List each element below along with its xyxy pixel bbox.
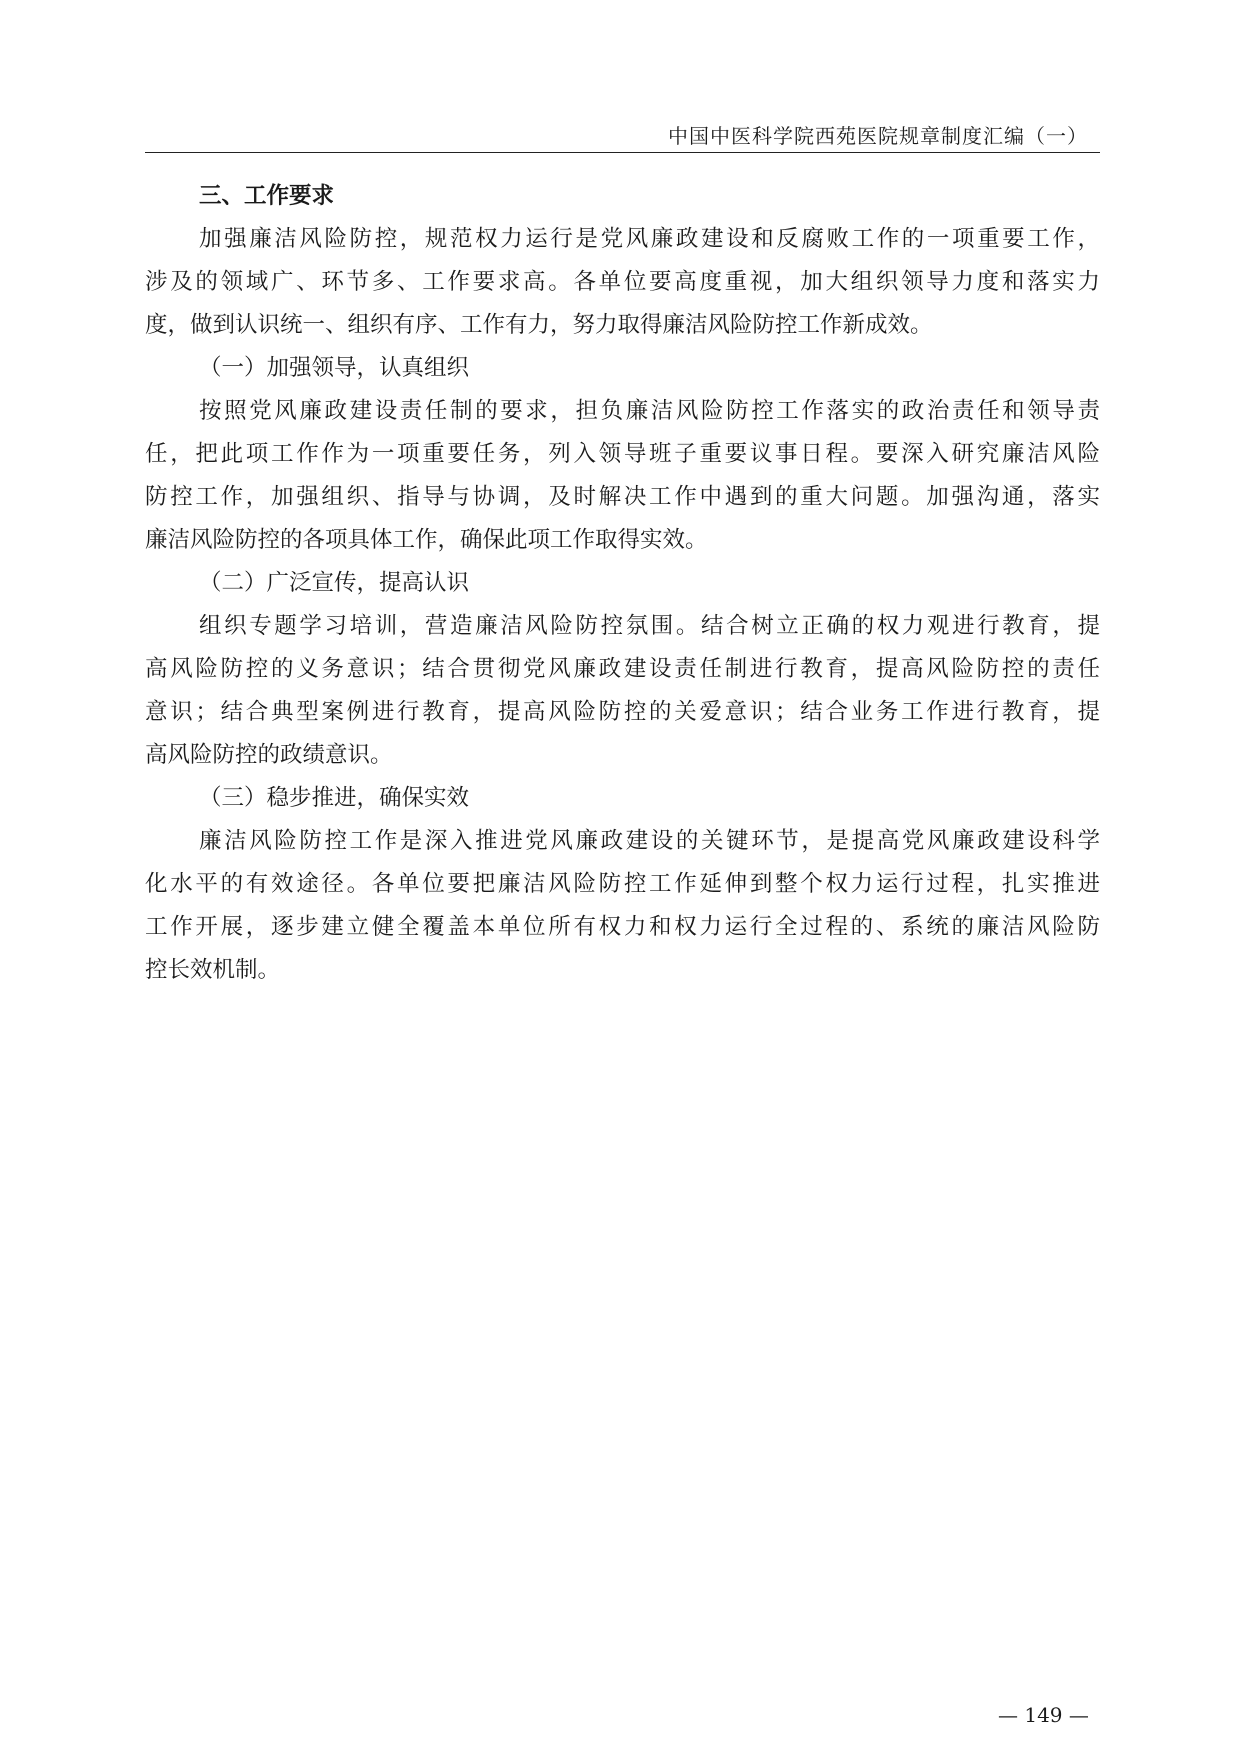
subsection-title-3: （三）稳步推进，确保实效 (199, 785, 470, 811)
subsection-paragraph-1 (145, 390, 1100, 562)
paragraph-line: 化水平的有效途径。各单位要把廉洁风险防控工作延伸到整个权力运行过程，扎实推进 (145, 871, 1100, 897)
page-number: — 149 — (998, 1703, 1089, 1727)
paragraph-line: 廉洁风险防控工作是深入推进党风廉政建设的关键环节，是提高党风廉政建设科学 (199, 828, 1100, 854)
intro-paragraph (145, 218, 1100, 347)
paragraph-line: 防控工作，加强组织、指导与协调，及时解决工作中遇到的重大问题。加强沟通，落实 (145, 484, 1100, 510)
paragraph-line: 控长效机制。 (145, 957, 281, 983)
paragraph-line: 任，把此项工作作为一项重要任务，列入领导班子重要议事日程。要深入研究廉洁风险 (145, 441, 1100, 467)
paragraph-line: 组织专题学习培训，营造廉洁风险防控氛围。结合树立正确的权力观进行教育，提 (199, 613, 1100, 639)
paragraph-line: 加强廉洁风险防控，规范权力运行是党风廉政建设和反腐败工作的一项重要工作， (199, 226, 1100, 252)
page-header (145, 112, 1100, 153)
subsection-paragraph-3 (145, 820, 1100, 992)
subsection-title-2: （二）广泛宣传，提高认识 (199, 570, 470, 596)
paragraph-line: 廉洁风险防控的各项具体工作，确保此项工作取得实效。 (145, 527, 708, 553)
paragraph-line: 度，做到认识统一、组织有序、工作有力，努力取得廉洁风险防控工作新成效。 (145, 312, 933, 338)
paragraph-line: 高风险防控的义务意识；结合贯彻党风廉政建设责任制进行教育，提高风险防控的责任 (145, 656, 1100, 682)
paragraph-line: 涉及的领域广、环节多、工作要求高。各单位要高度重视，加大组织领导力度和落实力 (145, 269, 1100, 295)
subsection-paragraph-2 (145, 605, 1100, 777)
paragraph-line: 按照党风廉政建设责任制的要求，担负廉洁风险防控工作落实的政治责任和领导责 (199, 398, 1100, 424)
header-title: 中国中医科学院西苑医院规章制度汇编（一） (668, 124, 1088, 148)
section-heading: 三、工作要求 (199, 183, 335, 209)
paragraph-line: 意识；结合典型案例进行教育，提高风险防控的关爱意识；结合业务工作进行教育，提 (145, 699, 1100, 725)
paragraph-line: 高风险防控的政绩意识。 (145, 742, 393, 768)
paragraph-line: 工作开展，逐步建立健全覆盖本单位所有权力和权力运行全过程的、系统的廉洁风险防 (145, 914, 1100, 940)
document-body (145, 175, 1100, 992)
subsection-title-1: （一）加强领导，认真组织 (199, 355, 470, 381)
